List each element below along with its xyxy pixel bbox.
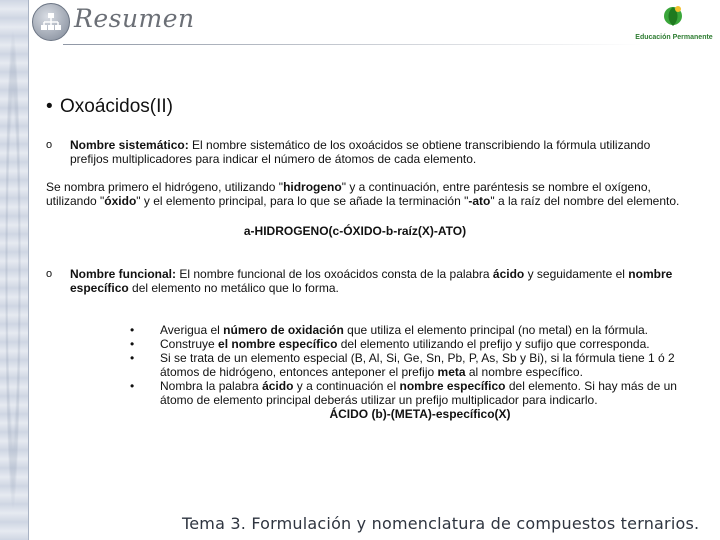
bullet-icon: •: [130, 337, 135, 351]
circle-bullet-icon: o: [46, 139, 53, 151]
bullet-icon: •: [130, 323, 135, 337]
bullet-icon: •: [46, 96, 53, 117]
sitemap-icon: [32, 3, 70, 41]
bullet-icon: •: [130, 351, 135, 365]
header-divider: [63, 44, 643, 45]
systematic-name-paragraph: o Nombre sistemático: El nombre sistemático de los oxoácidos se obtiene transcribiendo la fórmula utilizando prefijos multiplicadores para indicar el número de átomos de cada elemento.: [46, 138, 651, 166]
list-item: • Construye el nombre específico del elemento utilizando el prefijo y sufijo que corresponda.: [130, 337, 650, 351]
section-title: • Oxoácidos(II): [46, 96, 173, 117]
list-item: • Si se trata de un elemento especial (B, Al, Si, Ge, Sn, Pb, P, As, Sb y Bi), si la fórmula tiene 1 ó 2 átomos de hidrógeno, entonces anteponer el prefijo meta al nombre específico.: [130, 351, 675, 379]
formula-functional: ÁCIDO (b)-(META)-específico(X): [329, 407, 511, 421]
list-item: • Averigua el número de oxidación que utiliza el elemento principal (no metal) en la fórmula.: [130, 323, 648, 337]
header: [30, 0, 720, 52]
bullet-icon: •: [130, 379, 135, 393]
brand-leaf-icon: [662, 4, 684, 30]
functional-name-paragraph: o Nombre funcional: El nombre funcional de los oxoácidos consta de la palabra ácido y seguidamente el nombre específico del elemento no metálico que lo forma.: [46, 267, 673, 295]
list-item: • Nombra la palabra ácido y a continuación el nombre específico del elemento. Si hay más de un átomo de elemento principal deberás utilizar un prefijo multiplicador para indicarlo.: [130, 379, 677, 407]
brand-logo: [634, 4, 714, 46]
hydrogen-paragraph: Se nombra primero el hidrógeno, utilizando "hidrogeno" y a continuación, entre paréntesis se nombre el oxígeno, utilizando "óxido" y el elemento principal, para lo que se añade la terminación "-ato" a la raíz del nombre del elemento.: [46, 180, 680, 208]
circle-bullet-icon: o: [46, 268, 53, 280]
formula-systematic: a-HIDROGENO(c-ÓXIDO-b-raíz(X)-ATO): [243, 224, 467, 238]
footer-text: Tema 3. Formulación y nomenclatura de compuestos ternarios.: [182, 514, 700, 533]
page-title: Resumen: [74, 4, 195, 33]
brand-text: Educación Permanente: [635, 34, 713, 41]
steps-list: [130, 323, 680, 421]
decorative-side-strip: [0, 0, 29, 540]
